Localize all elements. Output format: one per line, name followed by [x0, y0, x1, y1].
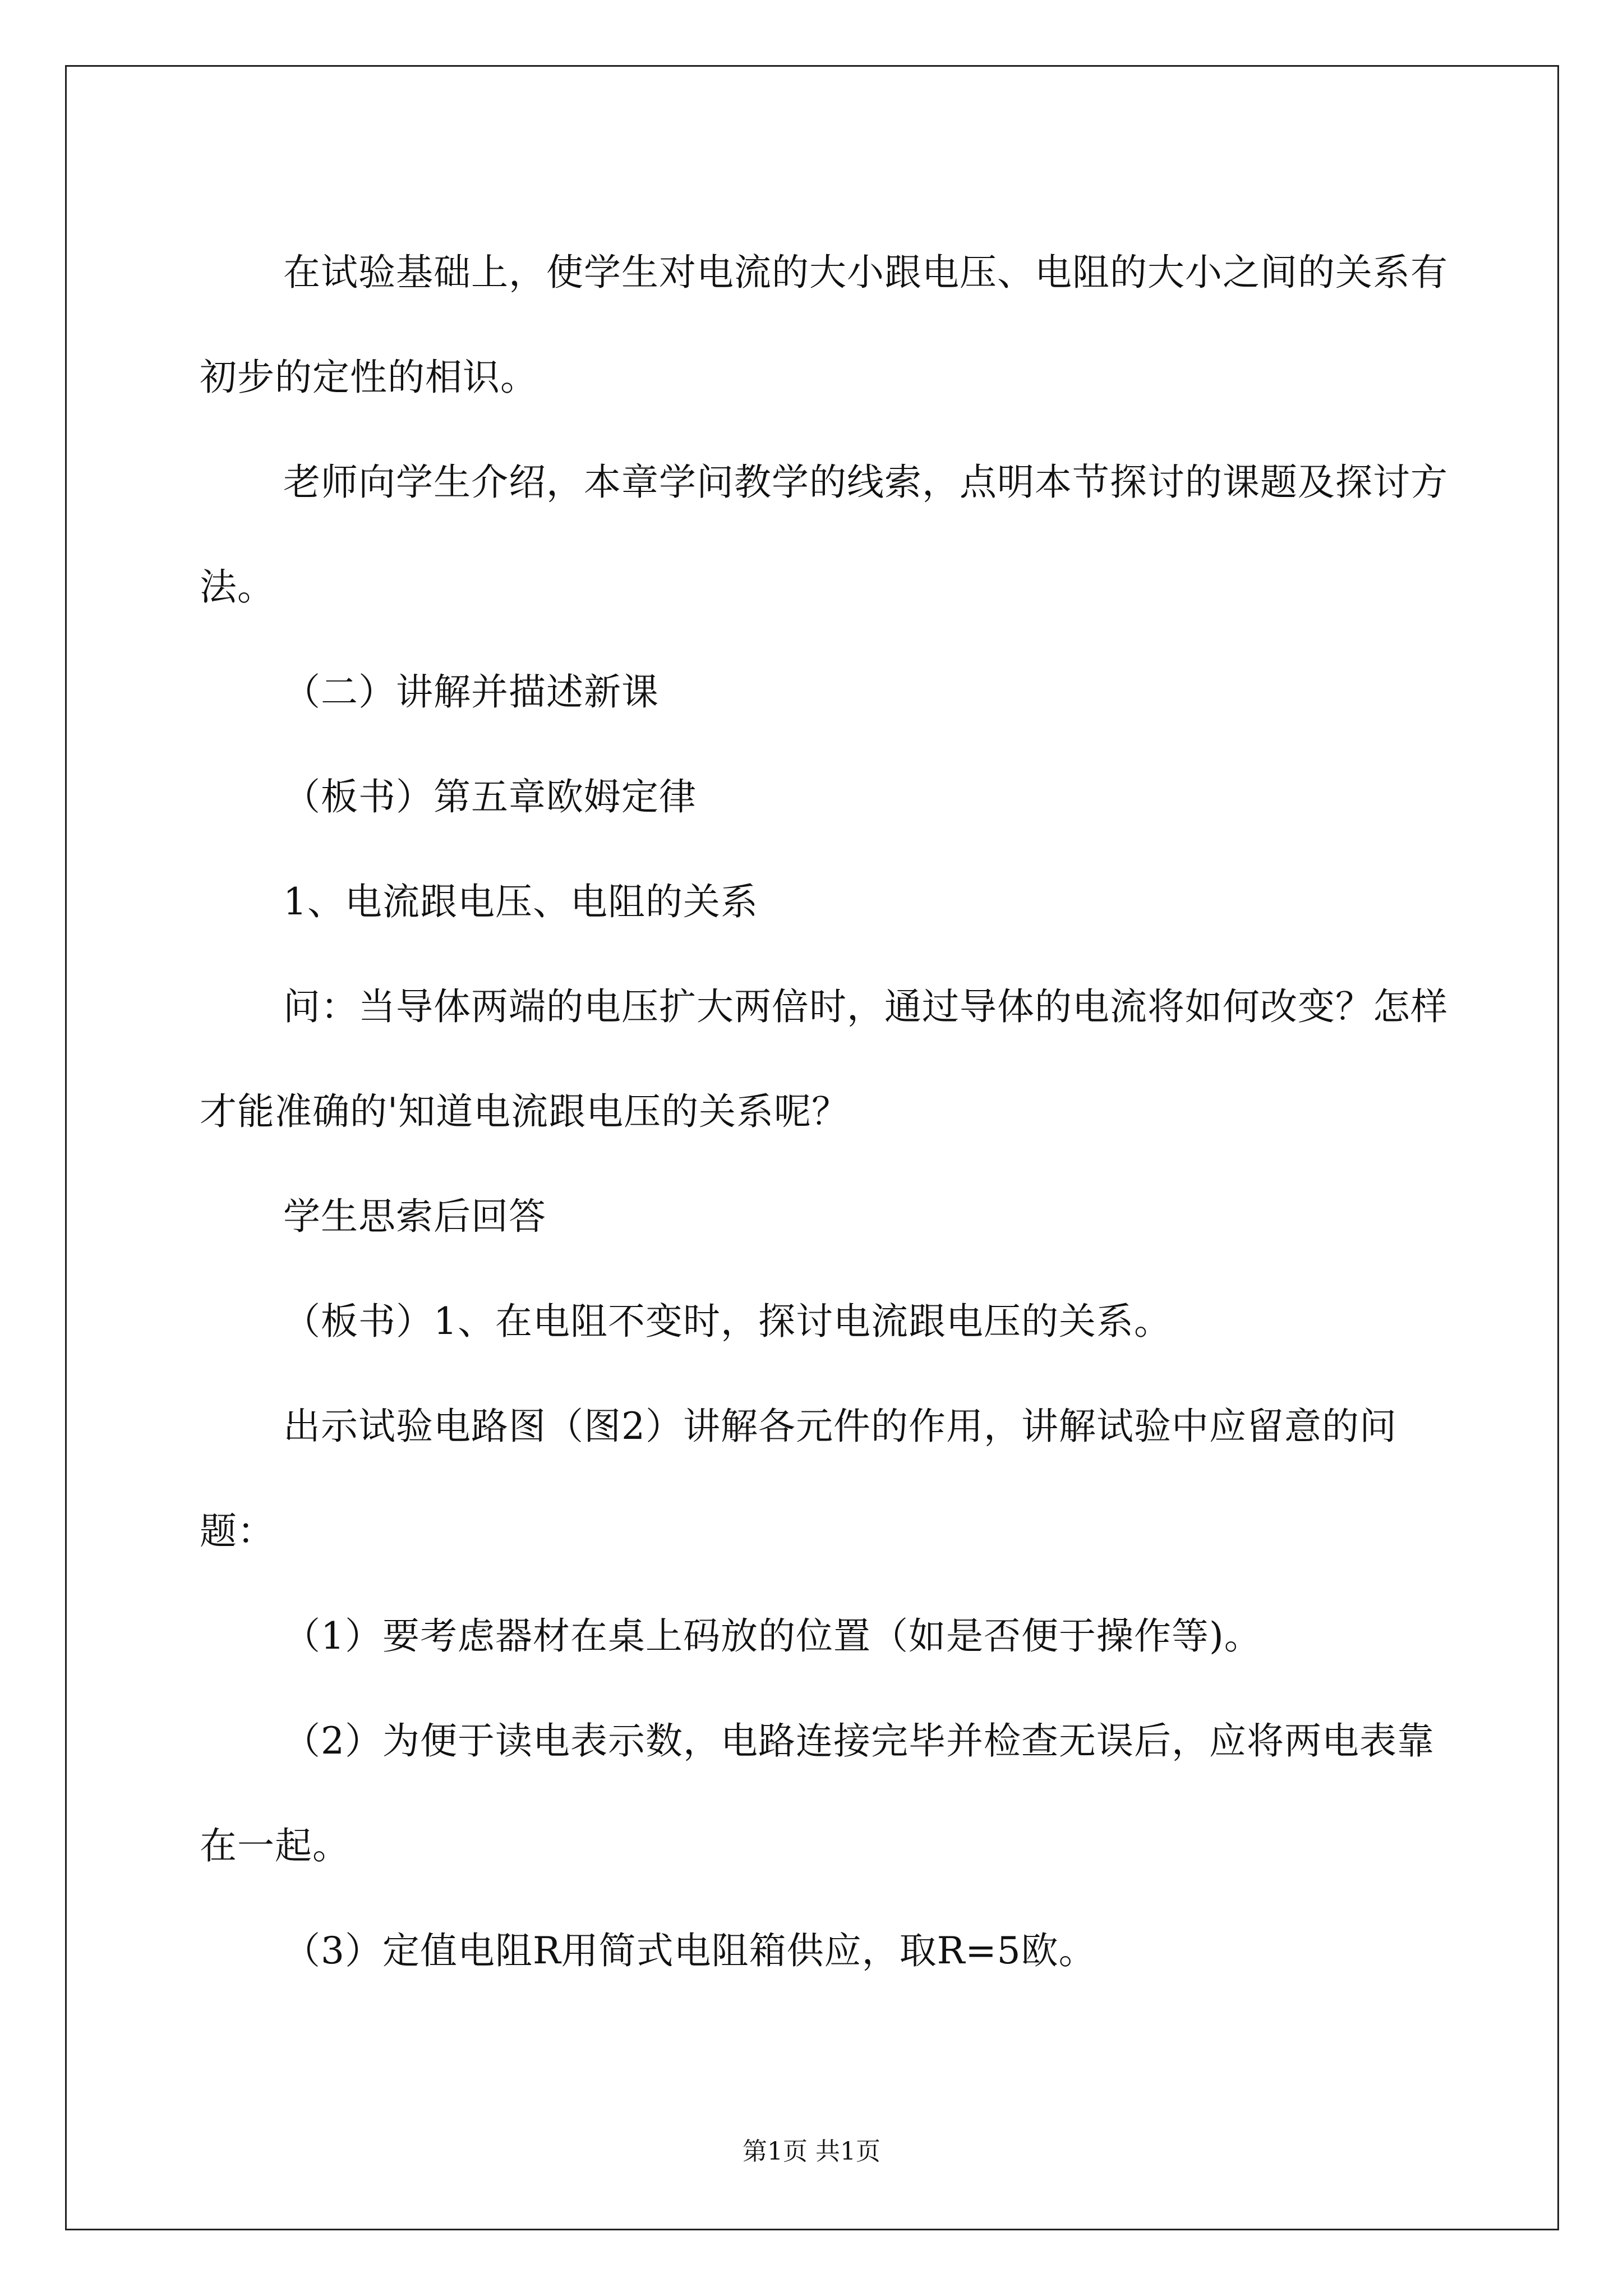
page-footer: 第1页 共1页 — [743, 2137, 880, 2166]
paragraph: 在试验基础上，使学生对电流的大小跟电压、电阻的大小之间的关系有初步的定性的相识。 — [200, 251, 1448, 399]
list-item: （3）定值电阻R用简式电阻箱供应，取R=5欧。 — [283, 1929, 1096, 1972]
paragraph: 学生思索后回答 — [283, 1195, 546, 1238]
list-item: （2）为便于读电表示数，电路连接完毕并检查无误后，应将两电表靠在一起。 — [200, 1719, 1435, 1867]
list-item: （1）要考虑器材在桌上码放的位置（如是否便于操作等)。 — [283, 1614, 1262, 1658]
board-note: （板书）第五章欧姆定律 — [283, 775, 697, 818]
paragraph: 问：当导体两端的电压扩大两倍时，通过导体的电流将如何改变？怎样才能准确的'知道电流跟电压的关系呢？ — [200, 985, 1448, 1133]
paragraph: 出示试验电路图（图2）讲解各元件的作用，讲解试验中应留意的问题： — [200, 1405, 1397, 1553]
subsection-heading: 1、电流跟电压、电阻的关系 — [283, 880, 758, 923]
document-body — [200, 220, 1456, 2003]
board-note: （板书）1、在电阻不变时，探讨电流跟电压的关系。 — [283, 1300, 1172, 1343]
section-heading: （二）讲解并描述新课 — [283, 670, 659, 714]
paragraph: 老师向学生介绍，本章学问教学的线索，点明本节探讨的课题及探讨方法。 — [200, 461, 1448, 609]
